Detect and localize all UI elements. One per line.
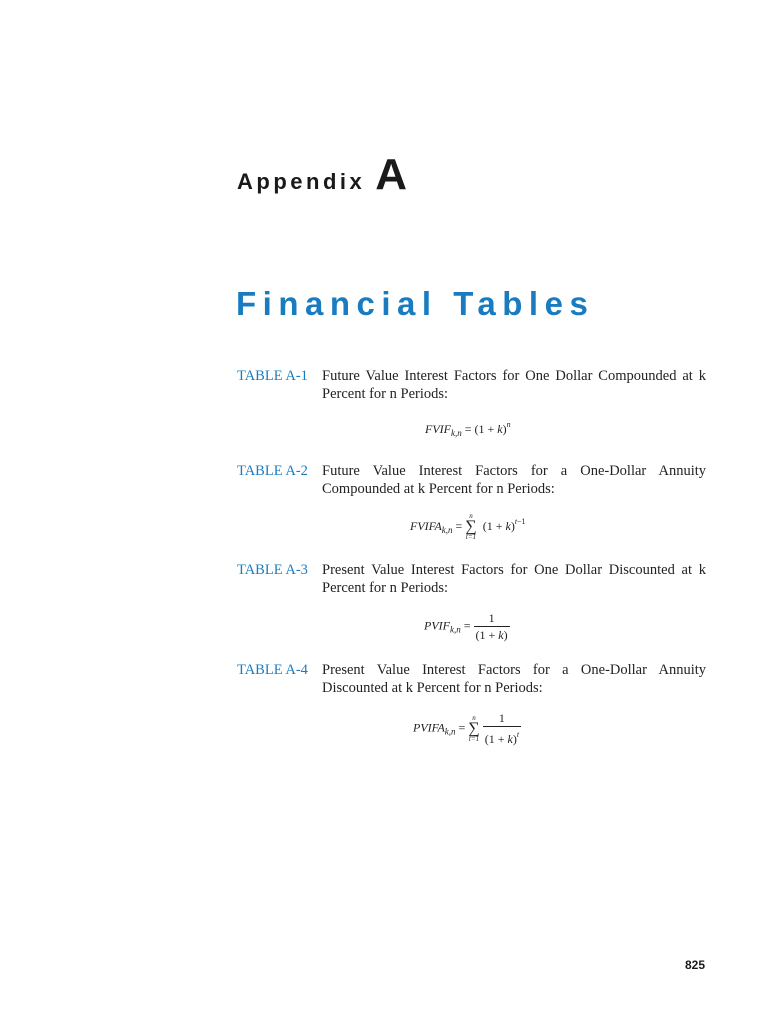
appendix-word: Appendix [237, 169, 366, 194]
formula-fvifa: $FVIFA_{k,n}$ = n ∑ t=1 $(1 + k)^{t-1}$ [410, 512, 526, 541]
table-description: Present Value Interest Factors for a One-Dollar Annuity Discounted at k Percent for n Periods: [322, 662, 706, 696]
formula-fvif: $FVIF_{k,n} = (1 + k)^n$ [425, 420, 511, 438]
table-description: Future Value Interest Factors for One Dollar Compounded at k Percent for n Periods: [322, 368, 706, 402]
page-title: Financial Tables [236, 285, 595, 322]
formula-pvif: $PVIF_{k,n}$ = $\frac{1}{(1 + k)}$ [424, 611, 508, 642]
formula-pvifa: $PVIFA_{k,n}$ = n ∑ t=1 $\frac{1}{(1 + k)^t}$ [413, 711, 520, 746]
appendix-heading [237, 150, 407, 200]
table-description: Present Value Interest Factors for One Dollar Discounted at k Percent for n Periods: [322, 562, 706, 596]
table-description: Future Value Interest Factors for a One-Dollar Annuity Compounded at k Percent for n Periods: [322, 463, 706, 497]
page-number: 825 [684, 958, 705, 972]
appendix-letter: A [375, 150, 408, 199]
table-label: TABLE A-2 [237, 463, 308, 479]
table-label: TABLE A-4 [237, 662, 308, 678]
table-label: TABLE A-1 [237, 368, 308, 384]
table-label: TABLE A-3 [237, 562, 308, 578]
